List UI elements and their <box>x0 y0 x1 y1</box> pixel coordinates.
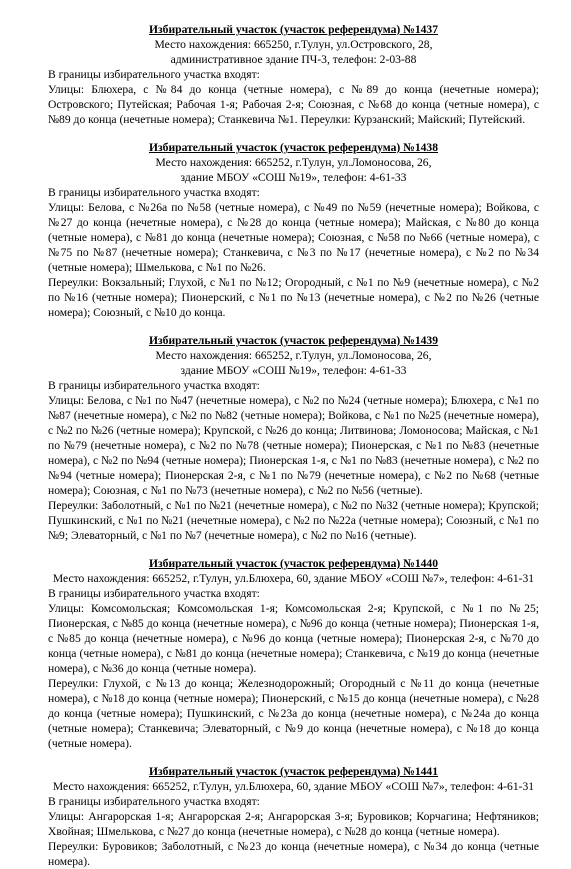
streets-paragraph: Улицы: Белова, с №1 по №47 (нечетные номера), с №2 по №24 (четные номера); Блюхера, с №1 по №87 (нечетные номера), с №2 по №82 (четные номера); Войкова, с №1 по №25 (нечетные номера), с №2 по №26 (четные номера); Крупской, с №26 до конца; Литвинова; Ломоносова; Майская, с №1 по №79 (нечетные номера), с №2 по №78 (четные номера); Пионерская, с №1 по №83 (нечетные номера), с №2 по №94 (четные номера); Пионерская 1-я, с №1 по №83 (нечетные номера), с №2 по №94 (четные номера); Пионерская 2-я, с №1 по №79 (нечетные номера), с №2 по №68 (четные номера); Союзная, с №1 по №73 (нечетные номера), с №2 по №56 (четные). <box>48 394 539 497</box>
section-title: Избирательный участок (участок референдума) №1441 <box>148 765 439 778</box>
location-line: Место нахождения: 665252, г.Тулун, ул.Блюхера, 60, здание МБОУ «СОШ №7», телефон: 4-61-31 <box>52 780 535 793</box>
streets-paragraph: Улицы: Комсомольская; Комсомольская 1-я; Комсомольская 2-я; Крупской, с №1 по №25; Пионерская, с №85 до конца (нечетные номера), с №96 до конца (четные номера); Пионерская 1-я, с №85 до конца (нечетные номера), с №96 до конца (четные номера); Пионерская 2-я, с №70 до конца (четные номера), с №81 до конца (нечетные номера); Станкевича, с №19 до конца (нечетные номера), с №36 до конца (четные номера). <box>48 602 539 675</box>
location-line: Место нахождения: 665252, г.Тулун, ул.Ломоносова, 26, <box>155 349 432 362</box>
location-line: здание МБОУ «СОШ №19», телефон: 4-61-33 <box>180 364 407 377</box>
section-title: Избирательный участок (участок референдума) №1440 <box>148 557 439 570</box>
polling-station-1441 <box>48 764 539 869</box>
boundary-intro: В границы избирательного участка входят: <box>48 587 260 600</box>
boundary-intro: В границы избирательного участка входят: <box>48 795 260 808</box>
section-title: Избирательный участок (участок референдума) №1438 <box>148 141 439 154</box>
polling-station-1440 <box>48 556 539 751</box>
polling-station-1439 <box>48 333 539 543</box>
location-line: Место нахождения: 665252, г.Тулун, ул.Ломоносова, 26, <box>155 156 432 169</box>
lanes-paragraph: Переулки: Буровиков; Заболотный, с №23 до конца (нечетные номера), с №34 до конца (четные номера). <box>48 840 539 868</box>
location-line: административное здание ПЧ-3, телефон: 2-03-88 <box>170 53 417 66</box>
polling-station-1438 <box>48 140 539 320</box>
streets-paragraph: Улицы: Ангарорская 1-я; Ангарорская 2-я; Ангарорская 3-я; Буровиков; Корчагина; Нефтяников; Хвойная; Шмелькова, с №27 до конца (нечетные номера), с №28 до конца (четные номера). <box>48 810 539 838</box>
location-line: Место нахождения: 665252, г.Тулун, ул.Блюхера, 60, здание МБОУ «СОШ №7», телефон: 4-61-31 <box>52 572 535 585</box>
section-title: Избирательный участок (участок референдума) №1439 <box>148 334 439 347</box>
lanes-paragraph: Переулки: Глухой, с №13 до конца; Железнодорожный; Огородный с №11 до конца (нечетные номера), с №18 до конца (четные номера); Пионерский, с №15 до конца (нечетные номера), с №28 до конца (четные номера); Пушкинский, с №23а до конца (нечетные номера), с №24а до конца (четные номера); Станкевича; Элеваторный, с №9 до конца (нечетные номера), с №18 до конца (четные номера). <box>48 677 539 750</box>
polling-station-1437 <box>48 22 539 127</box>
boundary-intro: В границы избирательного участка входят: <box>48 186 260 199</box>
location-line: здание МБОУ «СОШ №19», телефон: 4-61-33 <box>180 171 407 184</box>
boundary-intro: В границы избирательного участка входят: <box>48 68 260 81</box>
section-title: Избирательный участок (участок референдума) №1437 <box>148 23 439 36</box>
streets-paragraph: Улицы: Блюхера, с №84 до конца (четные номера), с №89 до конца (нечетные номера); Островского; Путейская; Рабочая 1-я; Рабочая 2-я; Союзная, с №68 до конца (четные номера), с №89 до конца (нечетные номера); Станкевича №1. Переулки: Курзанский; Майский; Путейский. <box>48 83 539 126</box>
boundary-intro: В границы избирательного участка входят: <box>48 379 260 392</box>
location-line: Место нахождения: 665250, г.Тулун, ул.Островского, 28, <box>154 38 433 51</box>
streets-paragraph: Улицы: Белова, с №26а по №58 (четные номера), с №49 по №59 (нечетные номера); Войкова, с №27 до конца (нечетные номера), с №28 до конца (четные номера); Майская, с №80 до конца (четные номера), с №81 до конца (нечетные номера); Союзная, с №58 по №66 (четные номера), с №75 по №87 (нечетные номера); Станкевича, с №3 по №17 (нечетные номера), с №2 по №34 (четные номера); Шмелькова, с №1 по №26. <box>48 201 539 274</box>
lanes-paragraph: Переулки: Заболотный, с №1 по №21 (нечетные номера), с №2 по №32 (четные номера); Крупской; Пушкинский, с №1 по №21 (нечетные номера), с №2 по №22а (четные номера); Союзный, с №1 по №9; Элеваторный, с №1 по №7 (нечетные номера), с №2 по №16 (четные). <box>48 499 539 542</box>
lanes-paragraph: Переулки: Вокзальный; Глухой, с №1 по №12; Огородный, с №1 по №9 (нечетные номера), с №2 по №16 (четные номера); Пионерский, с №1 по №13 (нечетные номера), с №2 по №26 (четные номера); Союзный, с №10 до конца. <box>48 276 539 319</box>
